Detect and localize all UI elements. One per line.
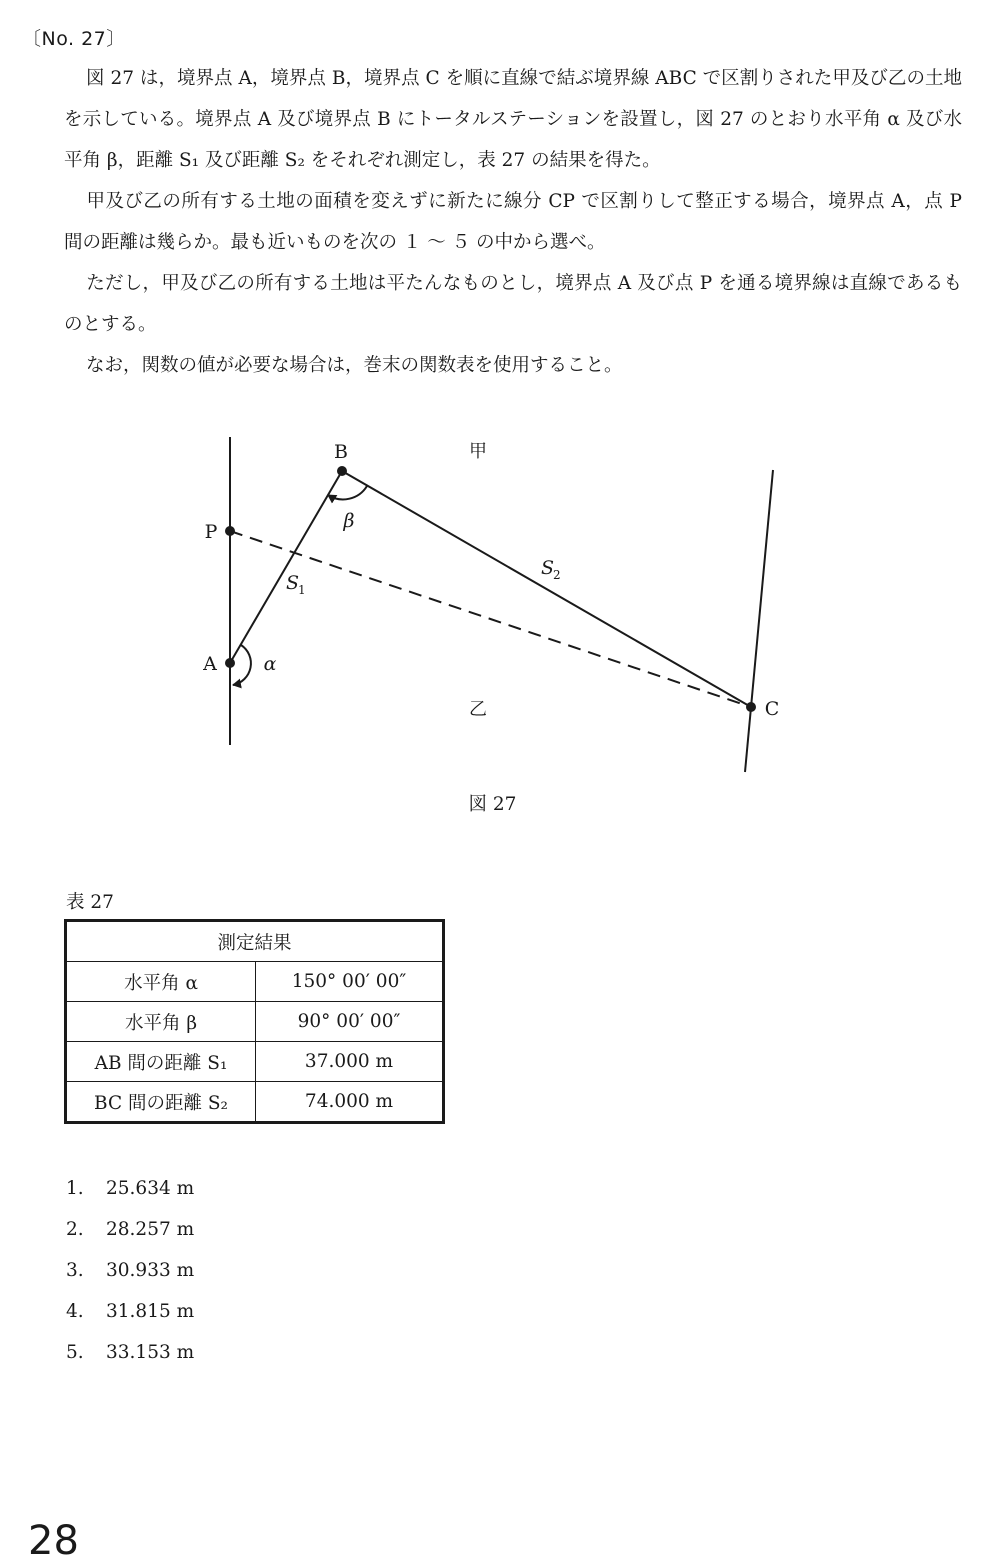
choice-value: 33.153 m [106,1342,195,1363]
row-value-beta: 90° 00′ 00″ [256,1002,444,1042]
answer-choice-2[interactable] [66,1219,194,1240]
region-ko-label: 甲 [469,441,487,462]
measurement-results-table [64,919,445,1124]
table-header-row [66,921,444,962]
row-label-s2: BC 間の距離 S₂ [66,1082,256,1123]
choice-value: 31.815 m [106,1301,195,1322]
table-header-cell: 測定結果 [66,921,444,962]
angle-alpha-arc [233,645,251,685]
side-s1-letter: S [286,572,300,594]
point-c-dot [746,702,756,712]
row-value-s1: 37.000 m [256,1042,444,1082]
row-label-s1: AB 間の距離 S₁ [66,1042,256,1082]
choice-value: 28.257 m [106,1219,195,1240]
side-s2-subscript: 2 [553,568,561,582]
choice-number: 4. [66,1301,84,1322]
table-row [66,1042,444,1082]
paragraph-text: ただし，甲及び乙の所有する土地は平たんなものとし，境界点 A 及び点 P を通る境界線は直線であるものとする。 [64,273,962,335]
point-p-dot [225,526,235,536]
point-b-dot [337,466,347,476]
angle-beta-arc [328,486,367,499]
row-value-s2: 74.000 m [256,1082,444,1123]
choice-number: 2. [66,1219,84,1240]
choice-number: 3. [66,1260,84,1281]
angle-beta-label: β [343,510,355,532]
point-p-label: P [204,521,218,543]
choice-number: 5. [66,1342,84,1363]
table-row [66,1082,444,1123]
answer-choice-3[interactable] [66,1260,194,1281]
choice-value: 30.933 m [106,1260,195,1281]
segment-ab [230,471,342,663]
choice-number: 1. [66,1178,84,1199]
question-number: 〔No. 27〕 [22,28,126,50]
side-s2-letter: S [541,557,555,579]
answer-choice-4[interactable] [66,1301,194,1322]
table-row [66,1002,444,1042]
boundary-line-through-c [745,470,773,772]
table-row [66,962,444,1002]
side-s1-subscript: 1 [298,583,306,597]
point-a-label: A [203,653,217,675]
paragraph-text: 図 27 は，境界点 A，境界点 B，境界点 C を順に直線で結ぶ境界線 ABC で区割りされた甲及び乙の土地を示している。境界点 A 及び境界点 B にトータルステーションを設置し，図 27 のとおり水平角 α 及び水平角 β，距離 S₁ 及び距離 S₂ をそれぞれ測定し，表 27 の結果を得た。 [64,68,962,171]
figure-caption: 図 27 [468,794,517,815]
row-label-beta: 水平角 β [66,1002,256,1042]
paragraph-text: 甲及び乙の所有する土地の面積を変えずに新たに線分 CP で区割りして整正する場合，境界点 A，点 P 間の距離は幾らか。最も近いものを次の １ ～ ５ の中から選べ。 [64,191,962,253]
region-otsu-label: 乙 [469,699,487,720]
segment-bc [342,471,751,707]
page-number: 28 [28,1518,79,1564]
answer-choice-5[interactable] [66,1342,194,1363]
table-caption: 表 27 [66,892,114,913]
choice-value: 25.634 m [106,1178,195,1199]
point-b-label: B [334,441,348,463]
angle-alpha-label: α [263,653,277,675]
point-c-label: C [764,698,780,720]
row-value-alpha: 150° 00′ 00″ [256,962,444,1002]
answer-choice-1[interactable] [66,1178,194,1199]
paragraph-text: なお，関数の値が必要な場合は，巻末の関数表を使用すること。 [86,355,623,376]
point-a-dot [225,658,235,668]
row-label-alpha: 水平角 α [66,962,256,1002]
